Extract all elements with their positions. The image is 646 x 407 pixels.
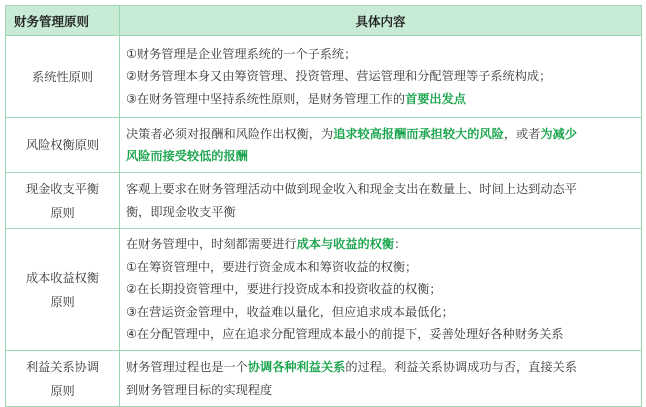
highlight-text: 追求较高报酬而承担较大的风险 <box>333 126 504 141</box>
principle-name-line: 利益关系协调 <box>25 359 100 374</box>
principle-name-line: 风险权衡原则 <box>25 138 100 152</box>
content-line <box>126 323 635 346</box>
content-line <box>126 278 635 301</box>
principle-name <box>6 229 120 351</box>
content-line <box>126 43 635 66</box>
principle-name-line: 原则 <box>50 294 75 309</box>
content-line <box>126 65 635 88</box>
highlight-text: 风险而接受较低的报酬 <box>126 149 248 163</box>
content-text: 在财务管理中，时刻都需要进行 <box>126 237 297 252</box>
table-header-row <box>6 6 642 36</box>
content-line <box>126 145 635 168</box>
principle-content <box>120 229 642 351</box>
table-row <box>6 118 642 173</box>
header-content: 具体内容 <box>120 6 642 36</box>
content-text: 客观上要求在财务管理活动中做到现金收入和现金支出在数量上、时间上达到动态平 <box>126 182 577 196</box>
financial-principles-table <box>5 5 642 407</box>
principle-name <box>6 351 120 407</box>
principle-content <box>120 173 642 229</box>
content-line <box>126 256 635 279</box>
principle-name <box>6 118 120 173</box>
principle-content <box>120 118 642 173</box>
content-text: ①财务管理是企业管理系统的一个子系统； <box>126 46 357 61</box>
content-line <box>126 178 635 201</box>
principle-name-line: 成本收益权衡 <box>25 270 100 285</box>
content-line <box>126 88 635 111</box>
content-text: 到财务管理目标的实现程度 <box>126 382 273 397</box>
content-line <box>126 301 635 324</box>
principle-name <box>6 36 120 118</box>
content-text: ： <box>394 237 407 252</box>
content-text: ，或者 <box>503 126 541 141</box>
highlight-text: 成本与收益的权衡 <box>296 237 395 252</box>
content-text: ①在筹资管理中，要进行资金成本和筹资收益的权衡； <box>126 259 418 274</box>
content-text: ④在分配管理中，应在追求分配管理成本最小的前提下，妥善处理好各种财务关系 <box>126 327 564 342</box>
content-line <box>126 379 635 402</box>
content-text: 财务管理过程也是一个 <box>126 360 248 374</box>
content-line <box>126 356 635 379</box>
content-text: 的过程。利益关系协调成功与否，直接关系 <box>345 360 577 374</box>
principle-name <box>6 173 120 229</box>
content-text: ③在财务管理中坚持系统性原则，是财务管理工作的 <box>126 91 406 106</box>
principle-name-line: 原则 <box>50 205 75 220</box>
header-principle: 财务管理原则 <box>6 6 120 36</box>
table-row <box>6 229 642 351</box>
content-text: ③在营运资金管理中，收益难以量化，但应追求成本最低化； <box>126 304 454 319</box>
content-line <box>126 123 635 146</box>
content-text: 衡，即现金收支平衡 <box>126 204 236 219</box>
highlight-text: 首要出发点 <box>405 91 466 106</box>
highlight-text: 为减少 <box>540 126 577 141</box>
principle-content <box>120 36 642 118</box>
principle-content <box>120 351 642 407</box>
content-text: ②在长期投资管理中，要进行投资成本和投资收益的权衡； <box>126 282 442 297</box>
principle-name-line: 系统性原则 <box>32 69 93 84</box>
content-text: 决策者必须对报酬和风险作出权衡，为 <box>126 126 334 141</box>
principles-table-container <box>5 5 641 407</box>
content-line <box>126 201 635 224</box>
table-row <box>6 36 642 118</box>
table-row <box>6 173 642 229</box>
highlight-text: 协调各种利益关系 <box>247 360 346 374</box>
table-row <box>6 351 642 407</box>
content-line <box>126 233 635 256</box>
principle-name-line: 原则 <box>50 383 75 398</box>
content-text: ②财务管理本身又由筹资管理、投资管理、营运管理和分配管理等子系统构成； <box>126 69 552 84</box>
principle-name-line: 现金收支平衡 <box>25 181 100 196</box>
